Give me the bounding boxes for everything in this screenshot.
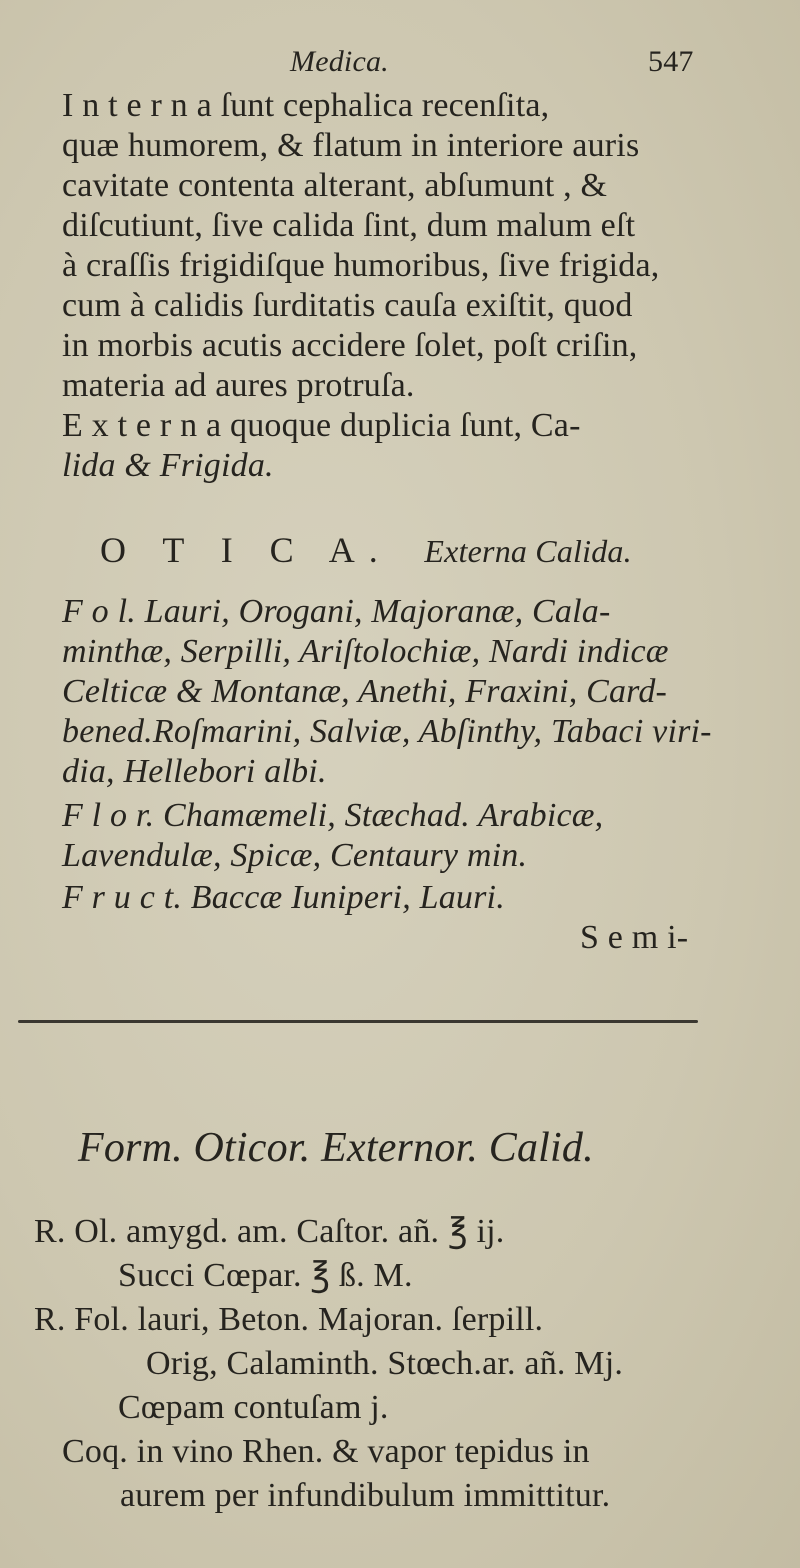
text-line: minthæ, Serpilli, Ariſtolochiæ, Nardi indicæ <box>62 633 669 670</box>
recipe-line: Cœpam contuſam j. <box>118 1389 389 1426</box>
formula-title: Form. Oticor. Externor. Calid. <box>78 1125 594 1171</box>
text-line: à craſſis frigidiſque humoribus, ſive frigida, <box>62 247 660 284</box>
text-line: quæ humorem, & flatum in interiore auris <box>62 127 640 164</box>
recipe-line: Coq. in vino Rhen. & vapor tepidus in <box>62 1433 590 1470</box>
text-line: bened.Roſmarini, Salviæ, Abſinthy, Tabaci viri- <box>62 713 712 750</box>
text-line: F o l. Lauri, Orogani, Majoranæ, Cala- <box>62 593 611 630</box>
recipe-line: R. Fol. lauri, Beton. Majoran. ſerpill. <box>34 1301 544 1338</box>
text-line: diſcutiunt, ſive calida ſint, dum malum eſt <box>62 207 636 244</box>
section-heading <box>100 530 632 572</box>
text-line: F r u c t. Baccæ Iuniperi, Lauri. <box>62 879 505 916</box>
text-line: cavitate contenta alterant, abſumunt , & <box>62 167 608 204</box>
recipe-line: aurem per infundibulum immittitur. <box>120 1477 611 1514</box>
text-line: dia, Hellebori albi. <box>62 753 327 790</box>
section-title: O T I C A. <box>100 530 392 570</box>
text-line: materia ad aures protruſa. <box>62 367 415 404</box>
text-line: cum à calidis ſurditatis cauſa exiſtit, quod <box>62 287 633 324</box>
text-line: E x t e r n a quoque duplicia ſunt, Ca- <box>62 407 581 444</box>
text-line: F l o r. Chamæmeli, Stæchad. Arabicæ, <box>62 797 604 834</box>
recipe-line: Orig, Calaminth. Stœch.ar. añ. Mj. <box>146 1345 624 1382</box>
text-line: Celticæ & Montanæ, Anethi, Fraxini, Card- <box>62 673 668 710</box>
section-subtitle: Externa Calida. <box>424 533 632 569</box>
text-line: Lavendulæ, Spicæ, Centaury min. <box>62 837 528 874</box>
text-line: lida & Frigida. <box>62 447 274 484</box>
running-head-title: Medica. <box>290 45 389 78</box>
recipe-line: Succi Cœpar. ℥ ß. M. <box>118 1257 413 1294</box>
text-line: in morbis acutis accidere ſolet, poſt criſin, <box>62 327 638 364</box>
running-head <box>290 42 694 82</box>
horizontal-rule <box>18 1020 698 1023</box>
text-line: I n t e r n a ſunt cephalica recenſita, <box>62 87 550 124</box>
catchword: S e m i- <box>580 919 689 956</box>
recipe-line: R. Ol. amygd. am. Caſtor. añ. ℥ ij. <box>34 1213 505 1250</box>
page-number: 547 <box>648 45 694 78</box>
